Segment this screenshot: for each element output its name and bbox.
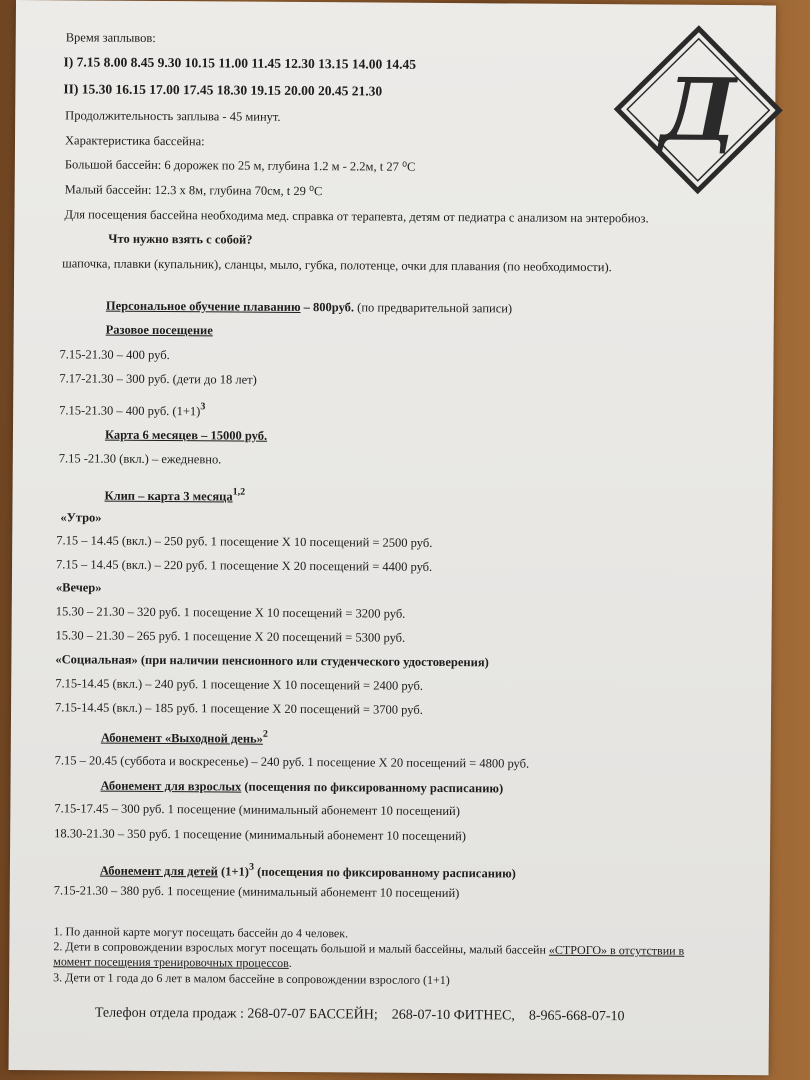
kids-title: Абонемент для детей [99, 863, 218, 879]
small-pool-info: Малый бассейн: 12.3 х 8м, глубина 70см, t 29 ⁰C [64, 182, 323, 199]
weekend-title: Абонемент «Выходной день» [100, 730, 263, 746]
clip-card-title: Клип – карта 3 месяца [104, 488, 233, 504]
phones-label: Телефон отдела продаж : [94, 1005, 248, 1022]
dinamo-logo [613, 24, 784, 195]
kids-heading [100, 860, 516, 881]
footnote-3: 3. Дети от 1 года до 6 лет в малом бассейне в сопровождении взрослого (1+1) [53, 970, 450, 988]
adults-heading [100, 779, 503, 796]
single-visit-footnote-mark: 3 [200, 401, 206, 413]
adults-line-1: 7.15-17.45 – 300 руб. 1 посещение (минимальный абонемент 10 посещений) [54, 801, 460, 819]
adults-title: Абонемент для взрослых [100, 778, 242, 794]
personal-training [106, 299, 512, 316]
single-visit-title: Разовое посещение [105, 322, 213, 338]
what-to-bring-title: Что нужно взять с собой? [108, 231, 253, 247]
social-line-1: 7.15-14.45 (вкл.) – 240 руб. 1 посещение Х 10 посещений = 2400 руб. [55, 676, 424, 693]
personal-training-title: Персональное обучение плаванию [105, 298, 301, 314]
kids-footnote-mark: 3 [248, 861, 255, 873]
logo-letter: Д [659, 59, 737, 162]
footnote-2-training: момент посещения тренировочных процессов [53, 954, 289, 970]
evening-line-2: 15.30 – 21.30 – 265 руб. 1 посещение Х 20 посещений = 5300 руб. [55, 628, 406, 645]
clip-card-footnote-mark: 1,2 [232, 486, 246, 498]
social-line-2: 7.15-14.45 (вкл.) – 185 руб. 1 посещение Х 20 посещений = 3700 руб. [55, 700, 423, 717]
card-6-months-line: 7.15 -21.30 (вкл.) – ежедневно. [58, 451, 222, 467]
footnote-1: 1. По данной карте могут посещать бассейн до 4 человек. [53, 924, 349, 941]
single-visit-line-1: 7.15-21.30 – 400 руб. [59, 347, 170, 363]
personal-training-dash: – [300, 299, 314, 315]
phone-pool: 268-07-07 БАССЕЙН; [247, 1006, 378, 1023]
phone-fitness: 268-07-10 ФИТНЕС, [391, 1007, 515, 1024]
personal-training-note: (по предварительной записи) [354, 300, 513, 316]
morning-line-1: 7.15 – 14.45 (вкл.) – 250 руб. 1 посещение Х 10 посещений = 2500 руб. [56, 533, 433, 550]
single-visit-line-3-text: 7.15-21.30 – 400 руб. (1+1) [59, 403, 201, 419]
kids-note: (посещения по фиксированному расписанию) [253, 864, 516, 881]
footnote-2-text: 2. Дети в сопровождении взрослых могут посещать большой и малый бассейны, малый бассейн [53, 939, 549, 957]
social-title: «Социальная» (при наличии пенсионного или студенческого удостоверения) [55, 652, 489, 670]
adults-line-2: 18.30-21.30 – 350 руб. 1 посещение (минимальный абонемент 10 посещений) [54, 826, 467, 844]
clip-card-heading [104, 485, 245, 504]
single-visit-line-3 [59, 399, 205, 418]
single-visit-line-2: 7.17-21.30 – 300 руб. (дети до 18 лет) [59, 371, 257, 387]
card-6-months-title: Карта 6 месяцев – 15000 руб. [104, 427, 268, 443]
times-row-2: II) 15.30 16.15 17.00 17.45 18.30 19.15 20.00 20.45 21.30 [63, 81, 383, 99]
times-title: Время заплывов: [65, 30, 156, 45]
what-to-bring-list: шапочка, плавки (купальник), сланцы, мыло, губка, полотенце, очки для плавания (по необходимости). [62, 256, 612, 275]
big-pool-info: Большой бассейн: 6 дорожек по 25 м, глубина 1.2 м - 2.2м, t 27 ⁰C [64, 157, 416, 174]
phones-line [95, 1007, 625, 1025]
phone-mobile: 8-965-668-07-10 [528, 1008, 625, 1025]
footnote-2-strict: «СТРОГО» в отсутствии в [548, 942, 685, 958]
pool-characteristics-title: Характеристика бассейна: [64, 133, 205, 149]
evening-line-1: 15.30 – 21.30 – 320 руб. 1 посещение Х 10 посещений = 3200 руб. [55, 604, 406, 621]
price-list-sheet [9, 0, 776, 1075]
medical-requirement: Для посещения бассейна необходима мед. справка от терапевта, детям от педиатра с анализом на энтеробиоз. [64, 207, 649, 226]
personal-training-price: 800руб. [313, 300, 355, 315]
morning-line-2: 7.15 – 14.45 (вкл.) – 220 руб. 1 посещение Х 20 посещений = 4400 руб. [56, 557, 433, 574]
adults-note: (посещения по фиксированному расписанию) [241, 779, 504, 796]
weekend-line-1: 7.15 – 20.45 (суббота и воскресенье) – 240 руб. 1 посещение Х 20 посещений = 4800 руб. [54, 753, 530, 771]
swim-duration: Продолжительность заплыва - 45 минут. [65, 108, 281, 124]
kids-line-1: 7.15-21.30 – 380 руб. 1 посещение (минимальный абонемент 10 посещений) [53, 883, 460, 901]
kids-title-ratio: (1+1) [217, 864, 250, 879]
weekend-heading [101, 727, 268, 746]
footnote-2-continued [53, 954, 292, 970]
times-row-1: I) 7.15 8.00 8.45 9.30 10.15 11.00 11.45 12.30 13.15 14.00 14.45 [63, 54, 417, 72]
footnote-2-period: . [288, 955, 292, 970]
morning-title: «Утро» [60, 510, 102, 525]
evening-title: «Вечер» [55, 580, 102, 595]
weekend-footnote-mark: 2 [262, 728, 268, 740]
